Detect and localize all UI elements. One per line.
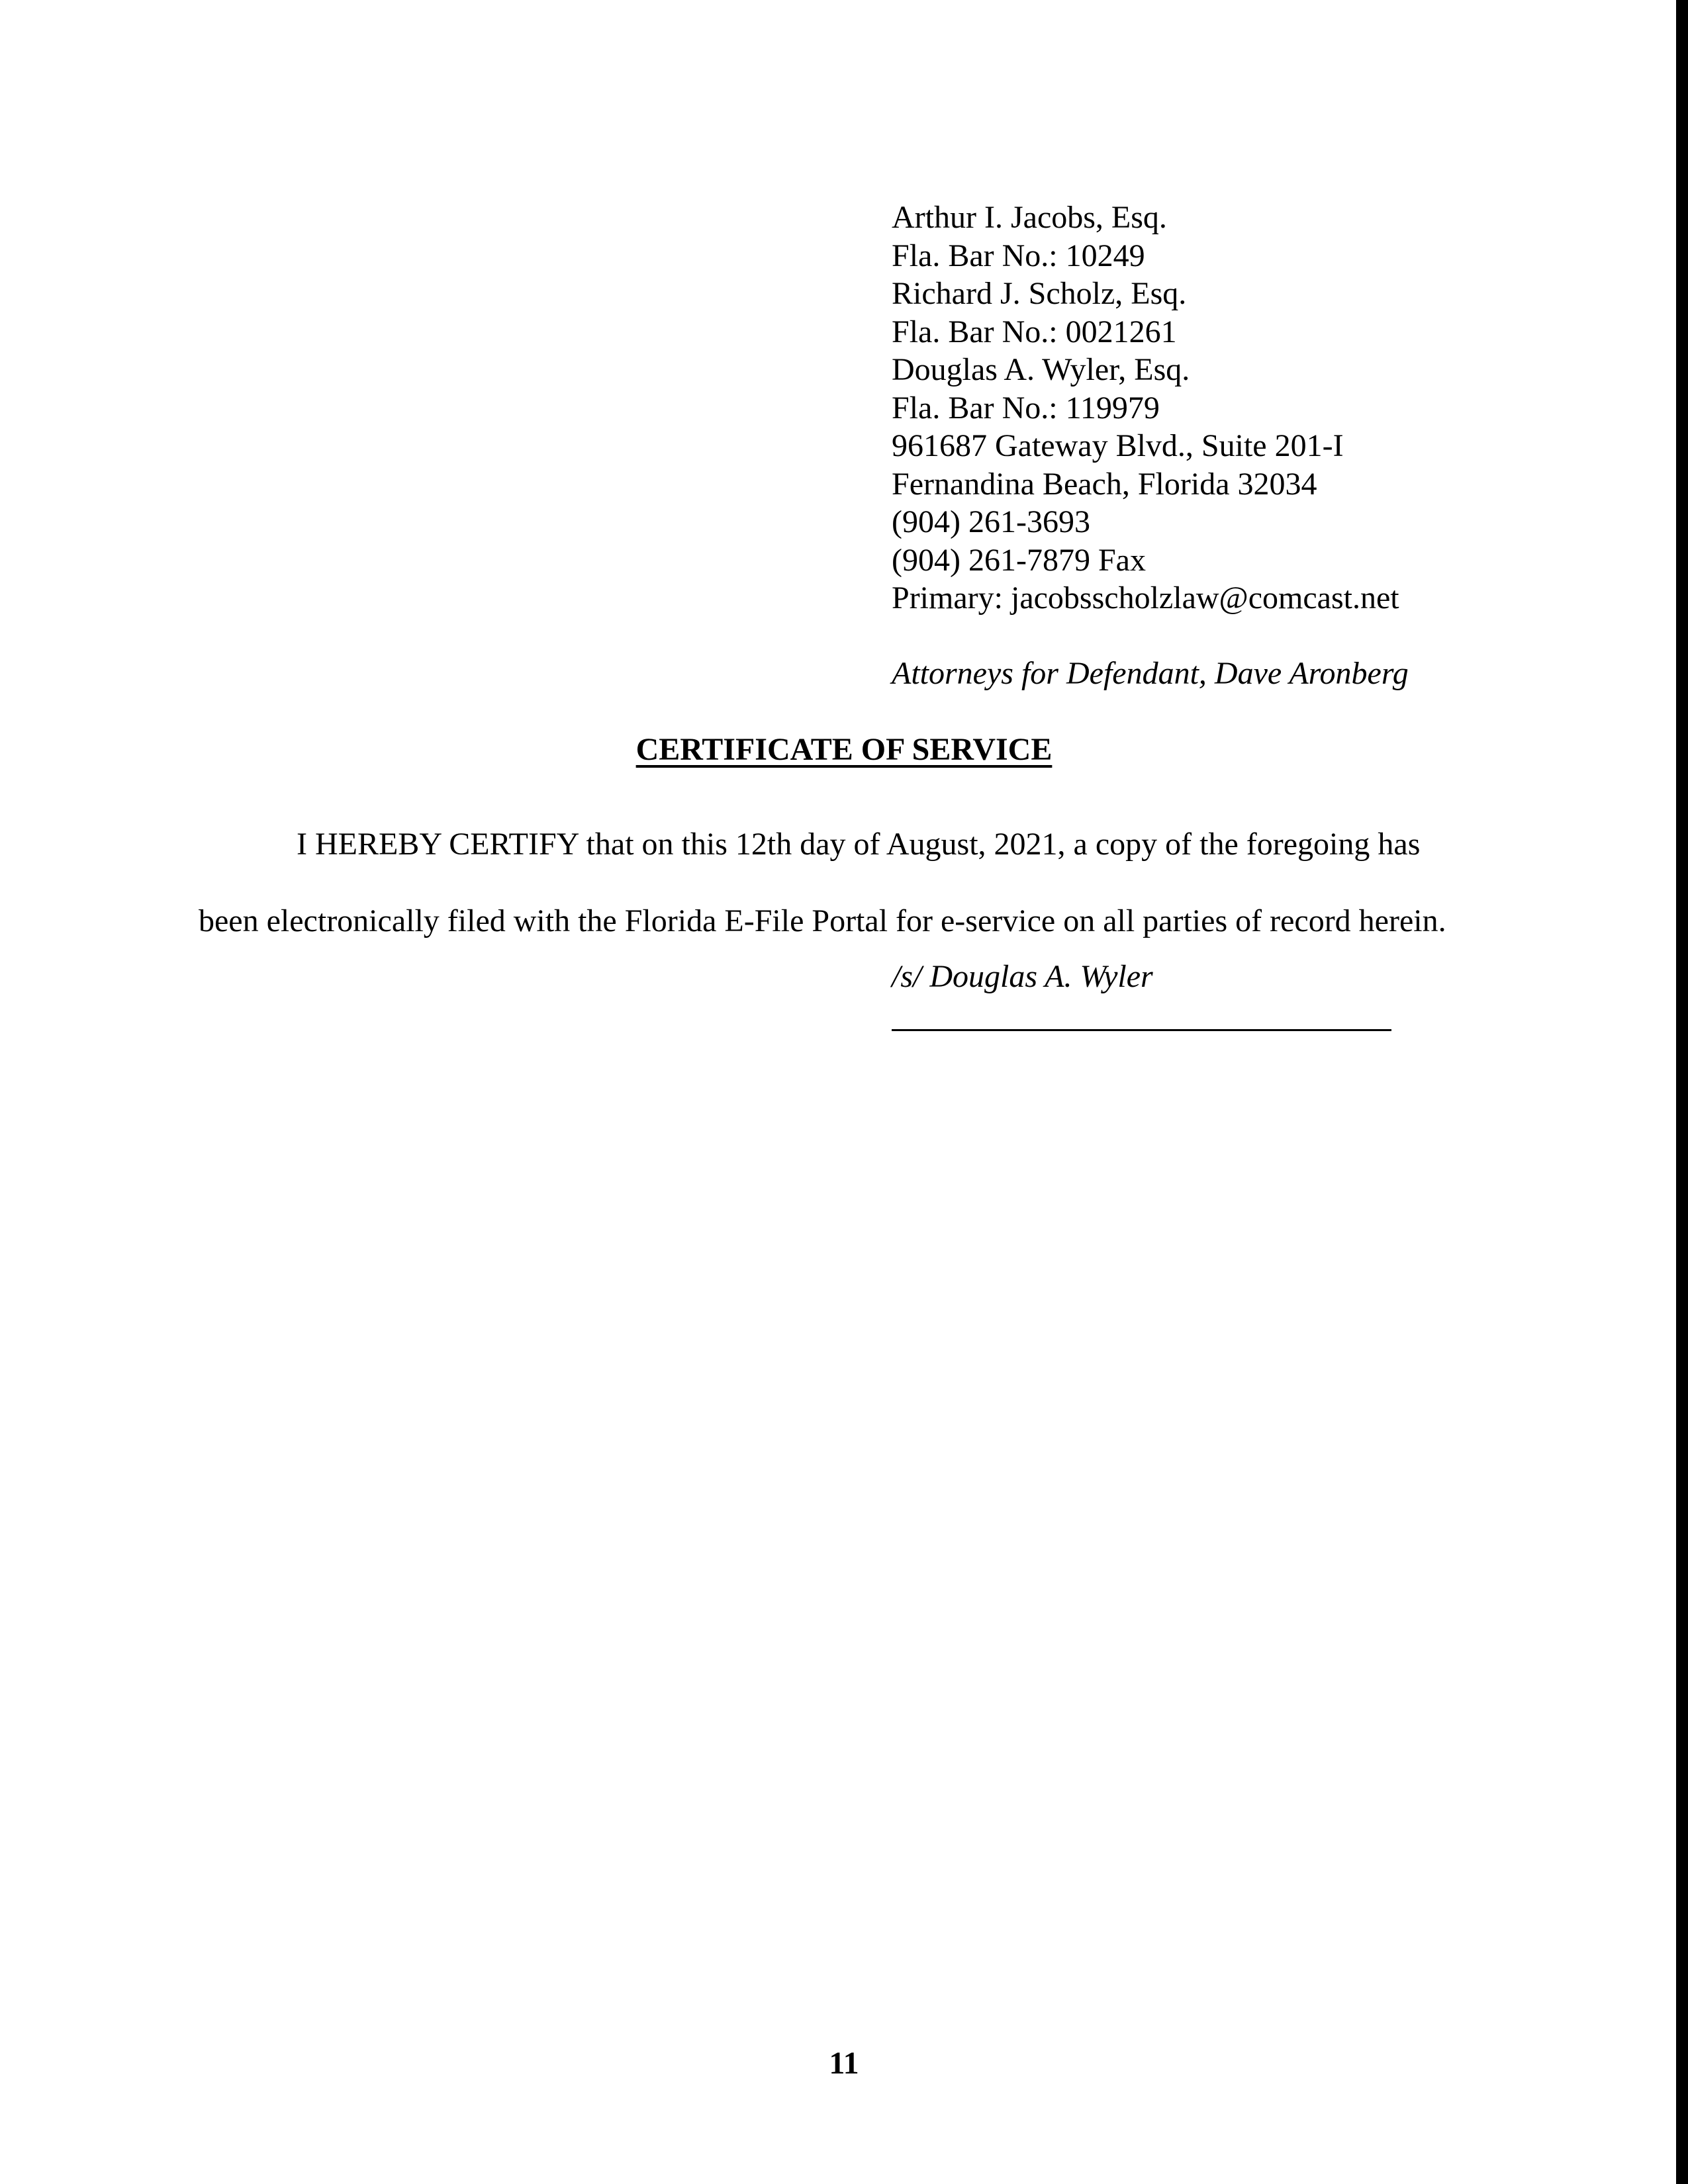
certificate-body bbox=[199, 806, 1489, 960]
certificate-text-line: been electronically filed with the Florida E-File Portal for e-service on all parties of record herein. bbox=[199, 903, 1446, 938]
certificate-text-line: I HEREBY CERTIFY that on this 12th day of August, 2021, a copy of the foregoing has bbox=[297, 827, 1421, 862]
electronic-signature: /s/ Douglas A. Wyler bbox=[892, 959, 1153, 994]
fax-number: (904) 261-7879 Fax bbox=[892, 542, 1146, 578]
street-address: 961687 Gateway Blvd., Suite 201-I bbox=[892, 428, 1344, 463]
attorneys-for-line: Attorneys for Defendant, Dave Aronberg bbox=[892, 656, 1409, 691]
attorney-name: Arthur I. Jacobs, Esq. bbox=[892, 200, 1167, 235]
phone-number: (904) 261-3693 bbox=[892, 504, 1090, 539]
page-number: 11 bbox=[829, 2046, 859, 2081]
certificate-heading: CERTIFICATE OF SERVICE bbox=[635, 732, 1053, 767]
attorney-signature-block bbox=[892, 199, 1620, 617]
page-edge-border bbox=[1676, 0, 1688, 2184]
attorney-name: Douglas A. Wyler, Esq. bbox=[892, 352, 1190, 387]
primary-email: Primary: jacobsscholzlaw@comcast.net bbox=[892, 580, 1399, 615]
bar-number: Fla. Bar No.: 0021261 bbox=[892, 314, 1177, 349]
attorney-name: Richard J. Scholz, Esq. bbox=[892, 276, 1187, 311]
bar-number: Fla. Bar No.: 119979 bbox=[892, 390, 1160, 426]
city-state-zip: Fernandina Beach, Florida 32034 bbox=[892, 466, 1317, 502]
signature-line bbox=[892, 1029, 1391, 1031]
bar-number: Fla. Bar No.: 10249 bbox=[892, 238, 1145, 273]
